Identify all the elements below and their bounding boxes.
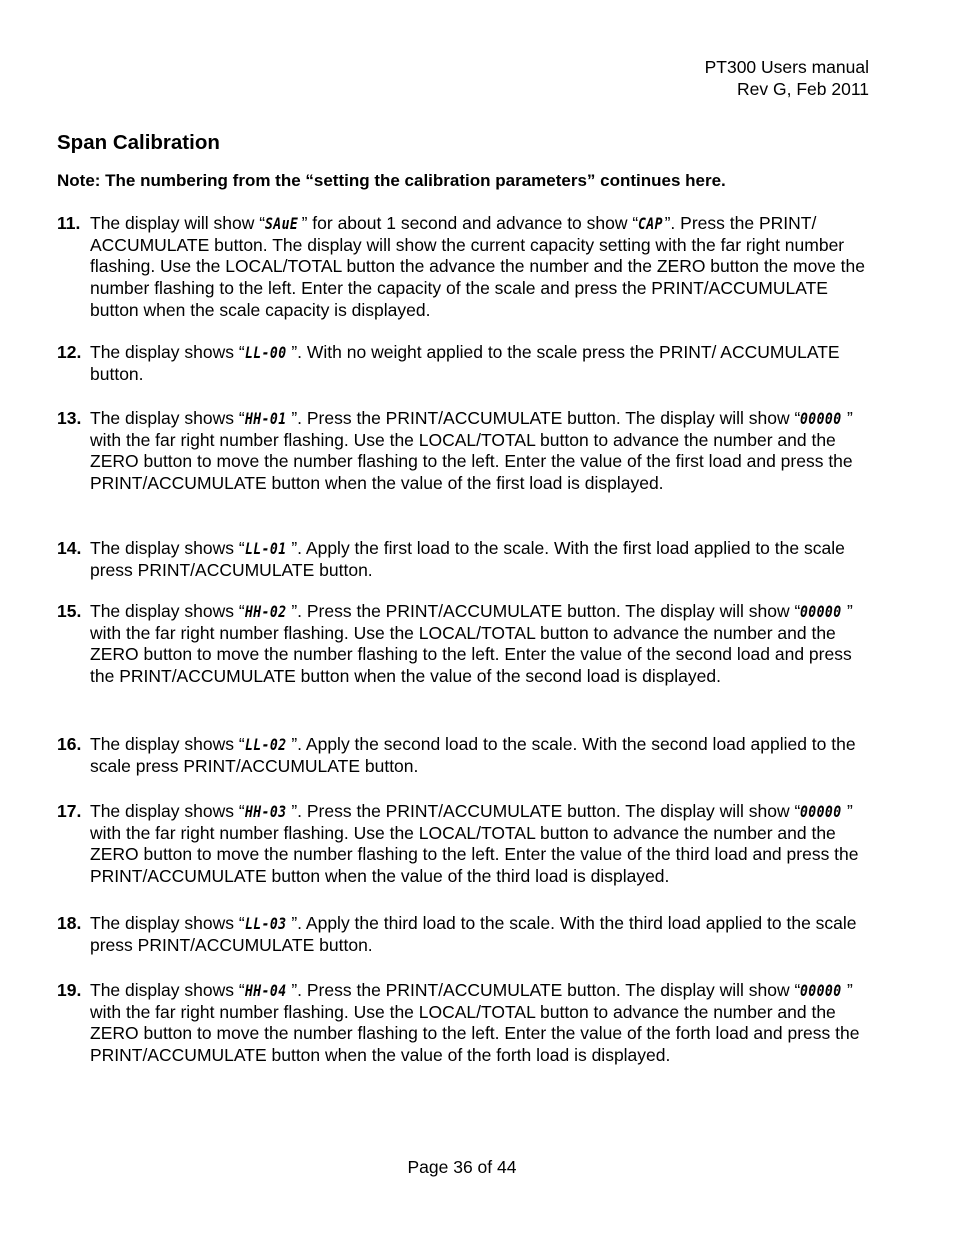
display-code: LL-01	[244, 539, 287, 558]
text: ”. Press the PRINT/ACCUMULATE button. The display will show “	[291, 408, 801, 428]
text: ”. Apply the third load to the scale. With the third load applied to the scale press PRINT/ACCUMULATE button.	[90, 913, 857, 955]
step-text	[90, 913, 877, 956]
step-14	[57, 538, 877, 581]
step-text	[90, 801, 877, 888]
page-header	[705, 56, 869, 100]
display-code: LL-02	[244, 735, 287, 754]
display-code: CAP	[638, 214, 664, 233]
display-code: LL-03	[244, 914, 287, 933]
page-number: Page 36 of 44	[407, 1157, 517, 1177]
text: ” with the far right number flashing. Use the LOCAL/TOTAL button to advance the number and the ZERO button to move the number flashing to the left. Enter the value of the forth load and press the PRINT/ACCUMULATE button when the value of the forth load is displayed.	[90, 980, 860, 1066]
step-text	[90, 213, 877, 322]
text: The display shows “	[90, 980, 245, 1000]
step-number: 11.	[57, 213, 81, 233]
manual-title: PT300 Users manual	[704, 57, 869, 77]
step-19	[57, 980, 877, 1067]
display-code: 00000	[800, 802, 842, 821]
step-text	[90, 734, 877, 777]
step-number: 17.	[57, 801, 82, 821]
text: The display shows “	[90, 601, 245, 621]
text: ”. Press the PRINT/ACCUMULATE button. The display will show “	[291, 801, 801, 821]
text: ”. With no weight applied to the scale press the PRINT/ ACCUMULATE button.	[90, 342, 840, 384]
step-number: 16.	[57, 734, 82, 754]
text: ”. Press the PRINT/ ACCUMULATE button. The display will show the current capacity setting with the far right number flashing. Use the LOCAL/TOTAL button the advance the number and the ZERO button the move the number flashing to the left. Enter the capacity of the scale and press the PRINT/ACCUMULATE button when the scale capacity is displayed.	[90, 213, 865, 320]
revision-date: Rev G, Feb 2011	[737, 79, 869, 99]
step-16	[57, 734, 877, 777]
display-code: LL-00	[244, 343, 287, 362]
step-number: 13.	[57, 408, 82, 428]
step-text	[90, 342, 877, 385]
step-text	[90, 408, 877, 495]
display-code: HH-01	[244, 409, 287, 428]
step-number: 19.	[57, 980, 82, 1000]
step-text	[90, 601, 877, 688]
step-number: 12.	[57, 342, 82, 362]
text: The display shows “	[90, 913, 245, 933]
section-title: Span Calibration	[57, 131, 220, 154]
text: ”. Apply the first load to the scale. With the first load applied to the scale press PRINT/ACCUMULATE button.	[90, 538, 845, 580]
step-number: 15.	[57, 601, 82, 621]
text: ” for about 1 second and advance to show “	[301, 213, 639, 233]
step-12	[57, 342, 877, 385]
display-code: HH-04	[244, 981, 287, 1000]
step-11	[57, 213, 877, 322]
section-note: Note: The numbering from the “setting the calibration parameters” continues here.	[57, 171, 726, 190]
display-code: HH-03	[244, 802, 287, 821]
text: The display shows “	[90, 408, 245, 428]
text: ” with the far right number flashing. Use the LOCAL/TOTAL button to advance the number and the ZERO button to move the number flashing to the left. Enter the value of the second load and press the PRINT/ACCUMULATE button when the value of the second load is displayed.	[90, 601, 853, 687]
step-number: 14.	[57, 538, 82, 558]
text: ” with the far right number flashing. Use the LOCAL/TOTAL button to advance the number and the ZERO button to move the number flashing to the left. Enter the value of the third load and press the PRINT/ACCUMULATE button when the value of the third load is displayed.	[90, 801, 859, 887]
step-13	[57, 408, 877, 495]
text: ”. Apply the second load to the scale. With the second load applied to the scale press PRINT/ACCUMULATE button.	[90, 734, 856, 776]
text: ” with the far right number flashing. Use the LOCAL/TOTAL button to advance the number and the ZERO button to move the number flashing to the left. Enter the value of the first load and press the PRINT/ACCUMULATE button when the value of the first load is displayed.	[90, 408, 853, 494]
text: ”. Press the PRINT/ACCUMULATE button. The display will show “	[291, 980, 801, 1000]
text: The display shows “	[90, 538, 245, 558]
text: ”. Press the PRINT/ACCUMULATE button. The display will show “	[291, 601, 801, 621]
step-text	[90, 980, 877, 1067]
step-text	[90, 538, 877, 581]
step-17	[57, 801, 877, 888]
text: The display will show “	[90, 213, 266, 233]
text: The display shows “	[90, 342, 245, 362]
step-number: 18.	[57, 913, 82, 933]
display-code: 00000	[800, 981, 842, 1000]
text: The display shows “	[90, 734, 245, 754]
display-code: 00000	[800, 602, 842, 621]
step-15	[57, 601, 877, 688]
display-code: SAuE	[265, 214, 299, 233]
step-18	[57, 913, 877, 956]
display-code: 00000	[800, 409, 842, 428]
text: The display shows “	[90, 801, 245, 821]
display-code: HH-02	[244, 602, 287, 621]
